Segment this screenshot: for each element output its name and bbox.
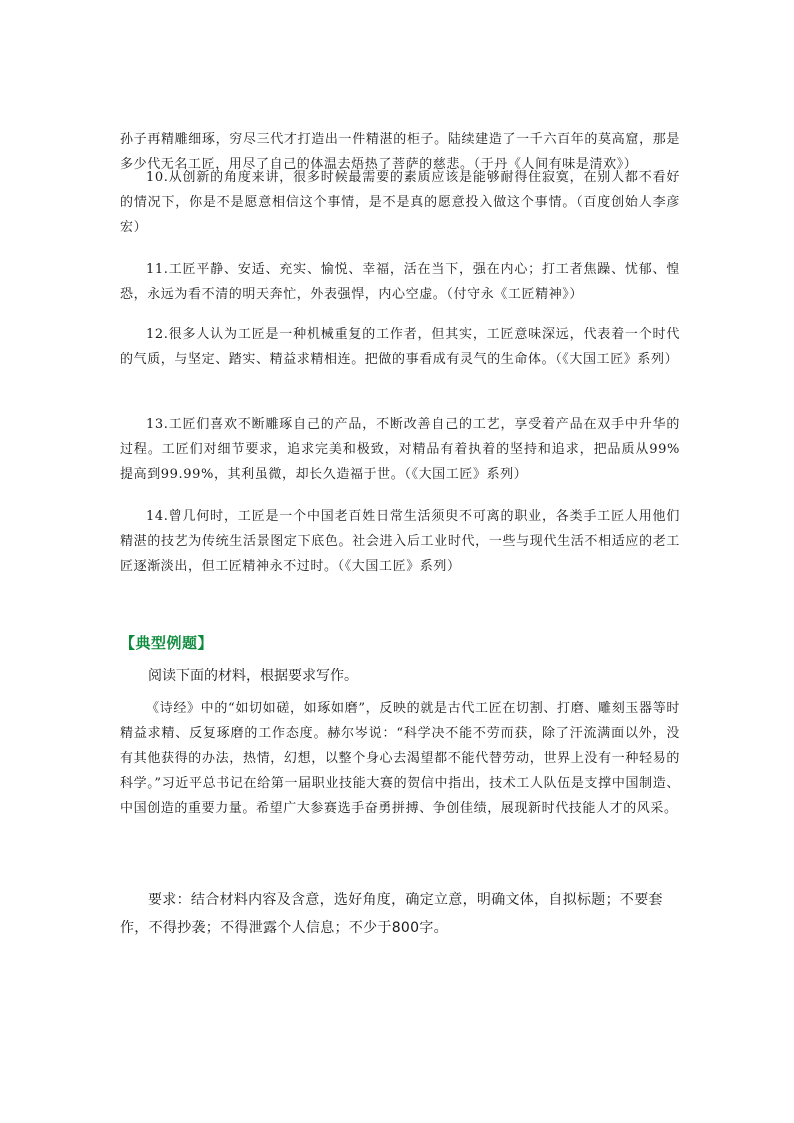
section-heading: 【典型例题】 [120,634,214,652]
task-intro: 阅读下面的材料，根据要求写作。 [148,668,358,684]
quote-13: 13.工匠们喜欢不断雕琢自己的产品，不断改善自己的工艺，享受着产品在双手中升华的过程。工匠们对细节要求，追求完美和极致，对精品有着执着的坚持和追求，把品质从99%提高到99.99%，其利虽微，却长久造福于世。（《大国工匠》系列） [120,417,680,482]
quote-12: 12.很多人认为工匠是一种机械重复的工作者，但其实，工匠意味深远，代表着一个时代的气质，与坚定、踏实、精益求精相连。把做的事看成有灵气的生命体。（《大国工匠》系列） [120,327,680,367]
continuation-paragraph: 孙子再精雕细琢，穷尽三代才打造出一件精湛的柜子。陆续建造了一千六百年的莫高窟，那是多少代无名工匠，用尽了自己的体温去焐热了菩萨的慈悲。（于丹《人间有味是清欢》） [120,132,680,172]
quote-14: 14.曾几何时，工匠是一个中国老百姓日常生活须臾不可离的职业，各类手工匠人用他们精湛的技艺为传统生活景图定下底色。社会进入后工业时代，一些与现代生活不相适应的老工匠逐渐淡出，但工匠精神永不过时。（《大国工匠》系列） [120,509,680,574]
reading-material: 《诗经》中的“如切如磋，如琢如磨”，反映的就是古代工匠在切割、打磨、雕刻玉器等时精益求精、反复琢磨的工作态度。赫尔岑说：“科学决不能不劳而获，除了汗流满面以外，没有其他获得的办法，热情，幻想，以整个身心去渴望都不能代替劳动，世界上没有一种轻易的科学。”习近平总书记在给第一届职业技能大赛的贺信中指出，技术工人队伍是支撑中国制造、中国创造的重要力量。希望广大参赛选手奋勇拼搏、争创佳绩，展现新时代技能人才的风采。 [120,701,680,816]
writing-requirement: 要求：结合材料内容及含意，选好角度，确定立意，明确文体，自拟标题；不要套作，不得抄袭；不得泄露个人信息；不少于800字。 [120,892,663,936]
quote-11: 11.工匠平静、安适、充实、愉悦、幸福，活在当下，强在内心；打工者焦躁、忧郁、惶恐，永远为看不清的明天奔忙，外表强悍，内心空虚。（付守永《工匠精神》） [120,262,680,302]
quote-10: 10.从创新的角度来讲，很多时候最需要的素质应该是能够耐得住寂寞，在别人都不看好的情况下，你是不是愿意相信这个事情，是不是真的愿意投入做这个事情。（百度创始人李彦宏） [120,170,680,235]
